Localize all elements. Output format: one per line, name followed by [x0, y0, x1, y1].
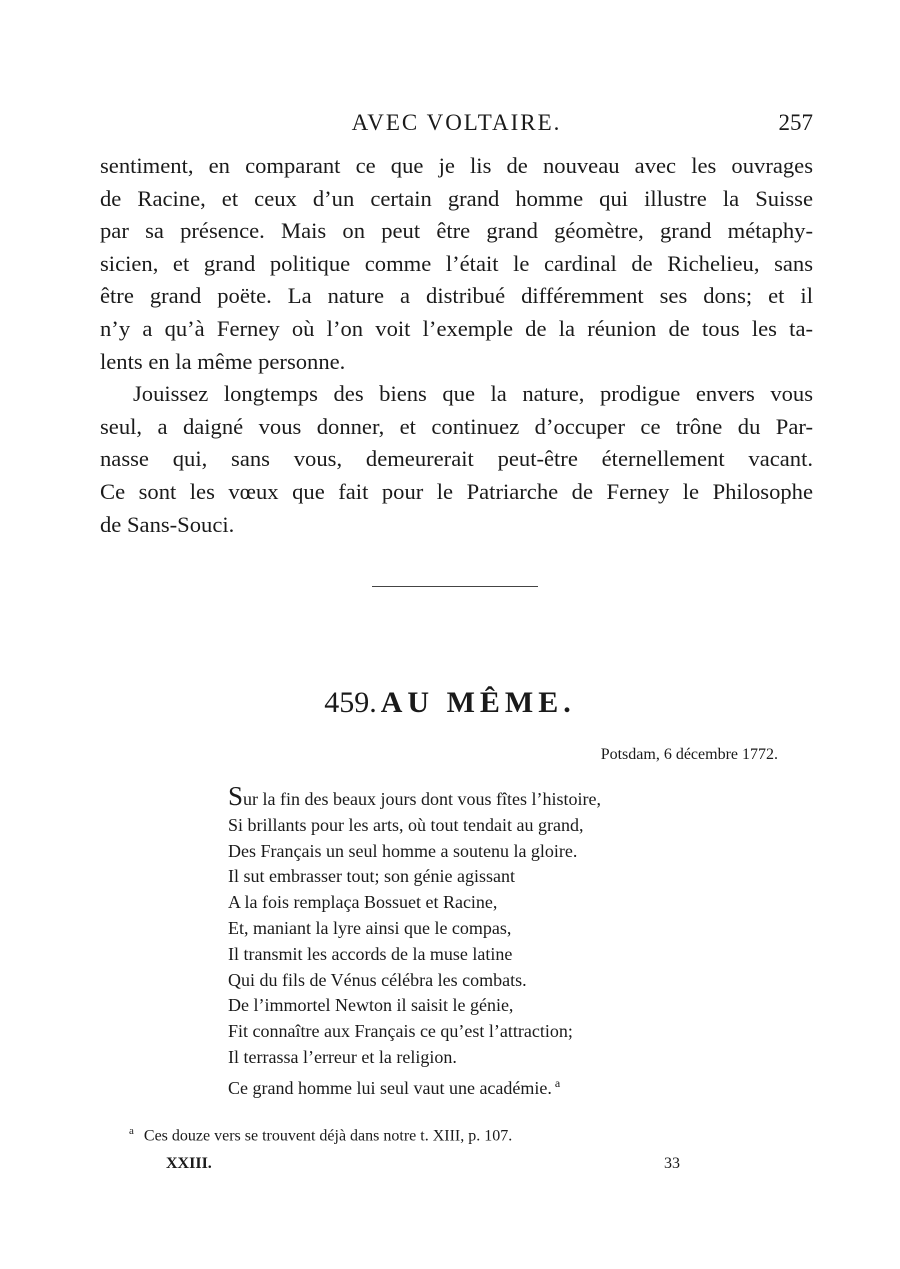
poem-line: Fit connaître aux Français ce qu’est l’attraction; — [228, 1021, 573, 1042]
text-line: nasse qui, sans vous, demeurerait peut-être éternellement vacant. — [100, 446, 813, 472]
text-line: seul, a daigné vous donner, et continuez d’occuper ce trône du Par- — [100, 413, 813, 439]
poem-line: Il terrassa l’erreur et la religion. — [228, 1046, 457, 1067]
footnote — [129, 1125, 512, 1145]
volume-signature: XXIII. — [166, 1155, 212, 1172]
text-line: sicien, et grand politique comme l’était le cardinal de Richelieu, sans — [100, 250, 813, 276]
paragraph-2 — [100, 378, 813, 541]
poem-line: Et, maniant la lyre ainsi que le compas, — [228, 917, 512, 938]
text-line: sentiment, en comparant ce que je lis de nouveau avec les ouvrages — [100, 153, 813, 178]
poem — [228, 781, 601, 1102]
poem-line-text: ur la fin des beaux jours dont vous fîtes l’histoire, — [243, 789, 601, 809]
poem-line-text: Ce grand homme lui seul vaut une académie. — [228, 1077, 552, 1098]
poem-line: Des Français un seul homme a soutenu la gloire. — [228, 840, 578, 861]
text-line: de Racine, et ceux d’un certain grand homme qui illustre la Suisse — [100, 185, 813, 211]
text-line: Jouissez longtemps des biens que la nature, prodigue envers vous — [133, 381, 813, 407]
poem-line: De l’immortel Newton il saisit le génie, — [228, 995, 514, 1016]
poem-line — [228, 1071, 601, 1102]
poem-line: Si brillants pour les arts, où tout tendait au grand, — [228, 814, 584, 835]
poem-line — [228, 781, 601, 813]
footnote-text: Ces douze vers se trouvent déjà dans notre t. XIII, p. 107. — [143, 1127, 513, 1145]
letter-title: AU MÊME. — [380, 686, 576, 719]
letter-heading — [0, 686, 900, 720]
text-line: lents en la même personne. — [100, 348, 346, 374]
paragraph-1 — [100, 150, 813, 378]
footnote-marker: a — [129, 1125, 134, 1137]
text-line: par sa présence. Mais on peut être grand géomètre, grand métaphy- — [100, 218, 813, 244]
letter-number: 459. — [324, 686, 377, 719]
section-divider — [372, 586, 538, 587]
running-title: AVEC VOLTAIRE. — [351, 110, 562, 135]
dateline: Potsdam, 6 décembre 1772. — [600, 746, 778, 763]
page-number: 257 — [778, 110, 813, 135]
footnote-reference[interactable]: a — [554, 1075, 561, 1090]
text-line: de Sans-Souci. — [100, 511, 235, 537]
prose-body — [100, 150, 813, 541]
running-head — [100, 110, 813, 140]
poem-line: Il sut embrasser tout; son génie agissant — [228, 866, 515, 887]
text-line: n’y a qu’à Ferney où l’on voit l’exemple de la réunion de tous les ta- — [100, 315, 813, 341]
poem-line: Qui du fils de Vénus célébra les combats. — [228, 969, 527, 990]
text-line: Ce sont les vœux que fait pour le Patriarche de Ferney le Philosophe — [100, 478, 813, 504]
poem-line: Il transmit les accords de la muse latine — [228, 943, 513, 964]
drop-cap: S — [228, 781, 244, 811]
sheet-number: 33 — [664, 1155, 680, 1172]
poem-line: A la fois remplaça Bossuet et Racine, — [228, 892, 498, 913]
text-line: être grand poëte. La nature a distribué différemment ses dons; et il — [100, 283, 813, 309]
